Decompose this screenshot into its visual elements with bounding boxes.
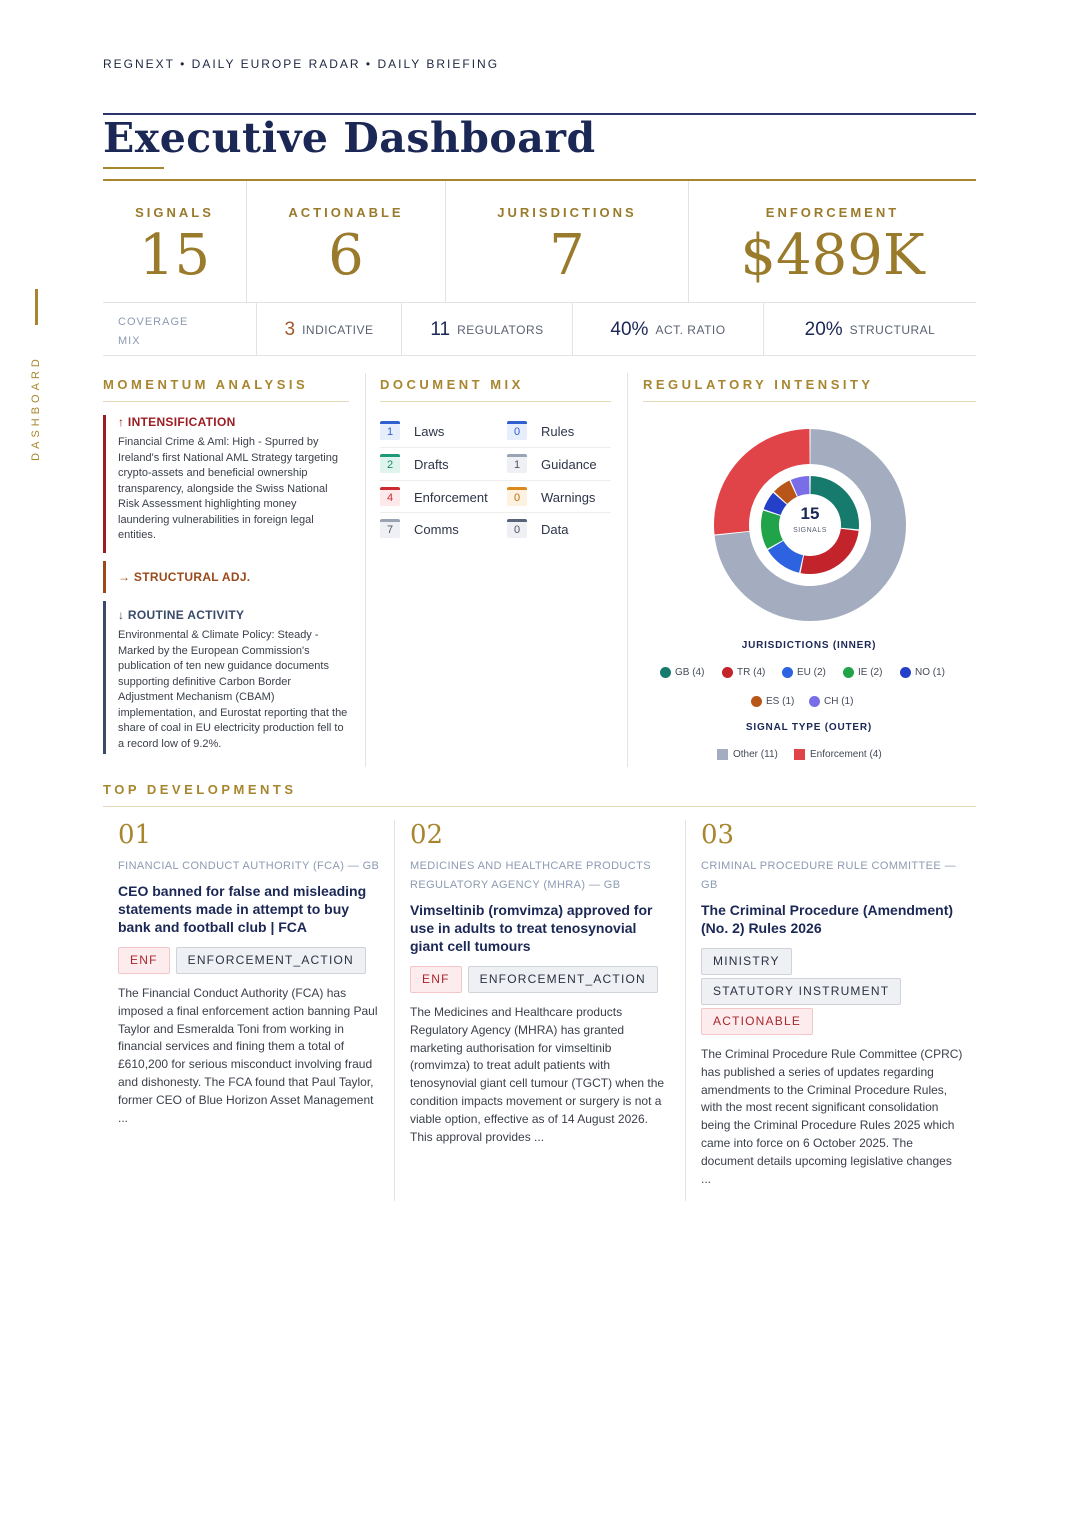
development-title[interactable]: Vimseltinib (romvimza) approved for use in adults to treat tenosynovial giant cell tumours <box>410 902 653 954</box>
doc-type-label: Data <box>541 522 569 537</box>
doc-row-separator <box>380 480 611 481</box>
tag-enf: ENF <box>118 947 170 974</box>
coverage-indicative <box>256 303 401 356</box>
development-tags <box>118 947 380 977</box>
coverage-structural <box>763 303 976 356</box>
momentum-item-text: Financial Crime & Aml: High - Spurred by Ireland's first National AML Strategy targeting crypto-assets and beneficial ownership transparency, alongside the Swiss National Risk Assessment highlighting money laundering vulnerabilities in foreign legal entities. <box>118 436 338 541</box>
momentum-routine <box>103 601 348 754</box>
momentum-intensification <box>103 415 348 553</box>
legend-swatch <box>717 749 728 760</box>
intensity-rule <box>643 401 976 402</box>
side-section-label: DASHBOARD <box>30 355 42 461</box>
legend-label: TR (4) <box>737 667 766 679</box>
doc-count-badge: 4 <box>380 490 400 506</box>
title-underline <box>103 167 164 169</box>
inner-legend-item <box>809 696 853 707</box>
kpi-label: ACTIONABLE <box>288 205 404 220</box>
development-tags <box>410 966 672 996</box>
kpi-value: 15 <box>138 223 211 288</box>
kpi-label: JURISDICTIONS <box>497 205 637 220</box>
document-mix-rule <box>380 401 611 402</box>
doc-count-badge: 0 <box>507 522 527 538</box>
development-card-3 <box>701 820 963 1188</box>
doc-mix-item <box>507 448 597 481</box>
legend-swatch <box>900 667 911 678</box>
legend-swatch <box>843 667 854 678</box>
momentum-rule <box>103 401 349 402</box>
jurisdiction-donut-chart <box>700 415 920 635</box>
doc-mix-item <box>380 481 488 514</box>
development-title[interactable]: The Criminal Procedure (Amendment) (No. 2) Rules 2026 <box>701 902 954 936</box>
momentum-item-heading: ↑ INTENSIFICATION <box>118 415 236 429</box>
development-card-1 <box>118 820 380 1127</box>
top-developments-rule <box>103 806 976 807</box>
development-summary: The Financial Conduct Authority (FCA) has imposed a final enforcement action banning Paul Taylor and Esmeralda Toni from working in financial services and fining them a total of £610,200 for serious misconduct involving fraud and dishonesty. The FCA found that Paul Taylor, former CEO of Blue Horizon Asset Management ... <box>118 986 378 1125</box>
tag-enf: ENF <box>410 966 462 993</box>
inner-legend-item <box>660 667 704 678</box>
donut-slice-eu-inner <box>768 541 803 573</box>
legend-label: ES (1) <box>766 696 795 708</box>
legend-label: Other (11) <box>733 749 778 761</box>
legend-label: NO (1) <box>915 667 945 679</box>
top-developments-heading: TOP DEVELOPMENTS <box>103 782 297 797</box>
coverage-act-ratio <box>572 303 763 356</box>
development-summary: The Criminal Procedure Rule Committee (CPRC) has published a series of updates regarding amendments to the Criminal Procedure Rules, with the most recent significant consolidation being the Criminal Procedure Rules 2025 which came into force on 6 October 2025. The document details upcoming legislative changes ... <box>701 1047 963 1186</box>
outer-legend-item <box>717 749 778 760</box>
doc-type-label: Rules <box>541 424 575 439</box>
doc-mix-item <box>380 448 449 481</box>
coverage-mix-row <box>103 303 976 356</box>
legend-label: Enforcement (4) <box>810 749 882 761</box>
chart-center-value: 15 <box>800 504 820 523</box>
coverage-text: REGULATORS <box>457 322 544 337</box>
development-number: 01 <box>118 820 152 850</box>
column-divider <box>365 373 366 767</box>
dev-divider <box>685 820 686 1201</box>
development-number: 02 <box>410 820 444 850</box>
intensity-heading: REGULATORY INTENSITY <box>643 377 874 392</box>
coverage-text: ACT. RATIO <box>655 322 726 337</box>
kpi-value: 7 <box>549 223 585 288</box>
inner-legend-item <box>782 667 826 678</box>
legend-swatch <box>809 696 820 707</box>
development-title[interactable]: CEO banned for false and misleading statements made in attempt to buy bank and football club | FCA <box>118 883 367 935</box>
doc-mix-item <box>507 513 568 546</box>
doc-type-label: Guidance <box>541 457 597 472</box>
coverage-num: 3 <box>284 318 296 340</box>
development-summary: The Medicines and Healthcare products Regulatory Agency (MHRA) has granted marketing authorisation for vimseltinib (romvimza) to treat adult patients with tenosynovial giant cell tumour (TGCT) when the condition impacts movement or surgery is not a viable option, effective as of 14 August 2026. This approval provides ... <box>410 1005 665 1144</box>
development-source: FINANCIAL CONDUCT AUTHORITY (FCA) — GB <box>118 860 380 872</box>
kpi-jurisdictions <box>445 181 688 302</box>
doc-count-badge: 1 <box>507 457 527 473</box>
legend-swatch <box>751 696 762 707</box>
kpi-value: 6 <box>328 223 364 288</box>
doc-row-separator <box>380 512 611 513</box>
legend-swatch <box>782 667 793 678</box>
kpi-label: SIGNALS <box>135 205 214 220</box>
doc-mix-item <box>507 481 595 514</box>
doc-type-label: Comms <box>414 522 459 537</box>
tag-enforcement-action: ENFORCEMENT_ACTION <box>468 966 658 993</box>
donut-slice-ie-inner <box>761 511 783 549</box>
inner-legend-item <box>751 696 794 707</box>
coverage-regulators <box>401 303 572 356</box>
outer-ring <box>714 429 906 621</box>
development-source: MEDICINES AND HEALTHCARE PRODUCTS REGULATORY AGENCY (MHRA) — GB <box>410 860 651 891</box>
development-card-2 <box>410 820 672 1146</box>
doc-mix-item <box>380 415 444 448</box>
doc-type-label: Enforcement <box>414 490 488 505</box>
tag-ministry: MINISTRY <box>701 948 792 975</box>
doc-count-badge: 7 <box>380 522 400 538</box>
legend-label: CH (1) <box>824 696 854 708</box>
legend-swatch <box>722 667 733 678</box>
kpi-signals <box>103 181 246 302</box>
development-number: 03 <box>701 820 735 850</box>
coverage-label-cell <box>103 303 256 356</box>
coverage-label: COVERAGE MIX <box>118 316 189 347</box>
legend-label: GB (4) <box>675 667 705 679</box>
kpi-label: ENFORCEMENT <box>765 205 900 220</box>
doc-type-label: Warnings <box>541 490 596 505</box>
outer-legend-title: SIGNAL TYPE (OUTER) <box>745 722 873 733</box>
coverage-num: 40% <box>610 318 649 340</box>
coverage-num: 20% <box>804 318 843 340</box>
column-divider <box>627 373 628 767</box>
inner-ring <box>761 476 859 574</box>
report-kicker: REGNEXT • DAILY EUROPE RADAR • DAILY BRIEFING <box>103 57 500 71</box>
chart-center-label: SIGNALS <box>793 527 827 534</box>
legend-swatch <box>794 749 805 760</box>
momentum-item-text: Environmental & Climate Policy: Steady - Marked by the European Commission's publication of ten new guidance documents supporting definitive Carbon Border Adjustment Mechanism (CBAM) implementation, and Eurostat reporting that the share of coal in EU electricity production fell to a record low of 9.2%. <box>118 629 348 750</box>
doc-count-badge: 1 <box>380 424 400 440</box>
tag-statutory-instrument: STATUTORY INSTRUMENT <box>701 978 901 1005</box>
outer-legend-item <box>794 749 882 760</box>
coverage-text: INDICATIVE <box>302 322 374 337</box>
legend-label: EU (2) <box>797 667 826 679</box>
side-accent-rule <box>35 289 38 325</box>
page-title: Executive Dashboard <box>103 114 596 162</box>
dev-divider <box>394 820 395 1201</box>
donut-slice-tr-inner <box>801 529 859 574</box>
document-mix-heading: DOCUMENT MIX <box>380 377 524 392</box>
doc-type-label: Laws <box>414 424 445 439</box>
doc-count-badge: 2 <box>380 457 400 473</box>
doc-row-separator <box>380 447 611 448</box>
doc-mix-item <box>380 513 459 546</box>
kpi-enforcement <box>688 181 976 302</box>
doc-mix-item <box>507 415 574 448</box>
kpi-actionable <box>246 181 445 302</box>
inner-legend-item <box>722 667 765 678</box>
development-tags <box>701 948 963 1038</box>
inner-legend-item <box>843 667 882 678</box>
doc-count-badge: 0 <box>507 424 527 440</box>
tag-actionable: ACTIONABLE <box>701 1008 813 1035</box>
legend-swatch <box>660 667 671 678</box>
inner-legend-title: JURISDICTIONS (INNER) <box>741 640 877 651</box>
coverage-text: STRUCTURAL <box>849 322 936 337</box>
momentum-item-heading: → STRUCTURAL ADJ. <box>118 570 251 584</box>
inner-legend-item <box>900 667 945 678</box>
tag-enforcement-action: ENFORCEMENT_ACTION <box>176 947 366 974</box>
kpi-value: $489K <box>740 223 925 288</box>
doc-count-badge: 0 <box>507 490 527 506</box>
coverage-num: 11 <box>430 318 451 340</box>
doc-type-label: Drafts <box>414 457 449 472</box>
momentum-item-heading: ↓ ROUTINE ACTIVITY <box>118 608 245 622</box>
legend-label: IE (2) <box>858 667 883 679</box>
momentum-heading: MOMENTUM ANALYSIS <box>103 377 309 392</box>
momentum-structural <box>103 561 348 593</box>
development-source: CRIMINAL PROCEDURE RULE COMMITTEE — GB <box>701 860 957 891</box>
